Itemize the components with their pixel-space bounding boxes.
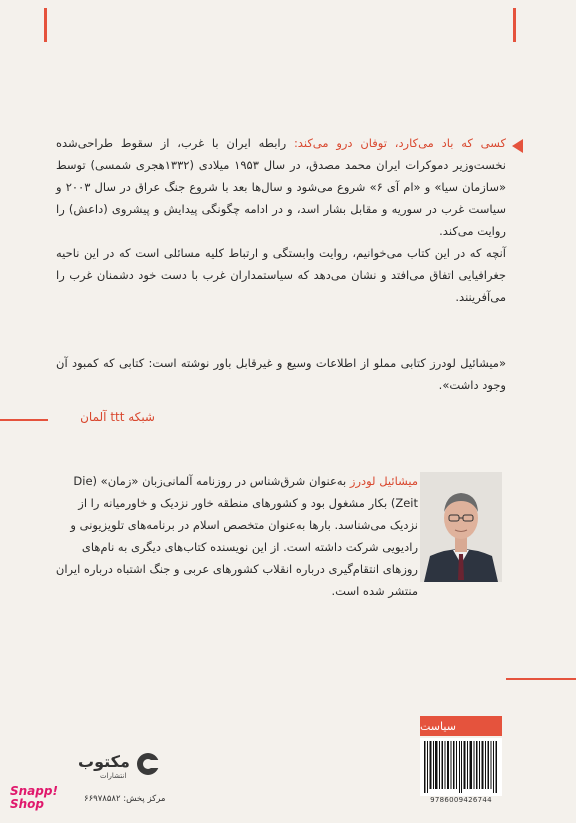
author-name: میشائیل لودرز (349, 474, 418, 488)
distribution-center: مرکز پخش: ۶۶۹۷۸۵۸۲ (84, 794, 166, 804)
quote-source: شبکه ttt آلمان (80, 410, 155, 424)
isbn-barcode (420, 738, 502, 796)
top-left-red-mark (44, 8, 47, 42)
blurb-paragraph-1-body: رابطه ایران با غرب، از سقوط طراحی‌شده نخست‌وزیر دموکرات ایران محمد مصدق، در سال ۱۹۵۳ میلادی (۱۳۳۲هجری شمسی) توسط «سازمان سیا» و «ام آی ۶» شروع می‌شود و سال‌ها بعد با شروع جنگ عراق در سال ۲۰۰۳ و سیاست غرب در سوریه و مقابل بشار اسد، و در ادامه چگونگی پیدایش و پیشروی (داعش) را روایت می‌کند. (56, 136, 506, 238)
snappshop-watermark (10, 785, 70, 811)
blurb-text (56, 132, 506, 308)
author-bio-body (54, 470, 418, 602)
right-red-rule (506, 678, 576, 680)
isbn-number: 9786009426744 (430, 796, 492, 804)
category-label: سیاست (420, 716, 502, 736)
author-bio (54, 470, 504, 602)
quote-text: «میشائیل لودرز کتابی مملو از اطلاعات وسیع و غیرقابل باور نوشته است: کتابی که کمبود آن وجود داشت». (56, 356, 506, 392)
blurb-paragraph-1 (56, 132, 506, 242)
pointer-triangle-icon (512, 139, 523, 153)
watermark-line-1: Snapp! (10, 784, 58, 798)
author-bio-text: به‌عنوان شرق‌شناس در روزنامه آلمانی‌زبان «زمان» (Die Zeit) بکار مشغول بود و کشورهای منطقه خاور نزدیک و خاورمیانه را از نزدیک می‌شناسد. بارها به‌عنوان متخصص اسلام در برنامه‌های تلویزیونی و رادیویی شرکت داشته است. از این نویسنده کتاب‌های دیگری به نام‌های روزهای انتقام‌گیری درباره انقلاب کشورهای عربی و جنگ اشتباه درباره ایران منتشر شده است. (55, 474, 418, 598)
blurb-lead: کسی که باد می‌کارد، توفان درو می‌کند: (293, 136, 506, 150)
blurb-paragraph-2: آنچه که در این کتاب می‌خوانیم، روایت وابستگی و ارتباط کلیه مسائلی است که در این ناحیه جغرافیایی اتفاق می‌افتد و نشان می‌دهد که سیاستمداران غرب با دست خود دشمنان غرب را می‌آفرینند. (56, 246, 506, 304)
top-right-red-mark (513, 8, 516, 42)
publisher-subtitle: انتشارات (100, 772, 127, 780)
publisher-name: مکتوب (78, 752, 130, 771)
left-red-rule (0, 419, 48, 421)
watermark-line-2: Shop (10, 797, 45, 811)
